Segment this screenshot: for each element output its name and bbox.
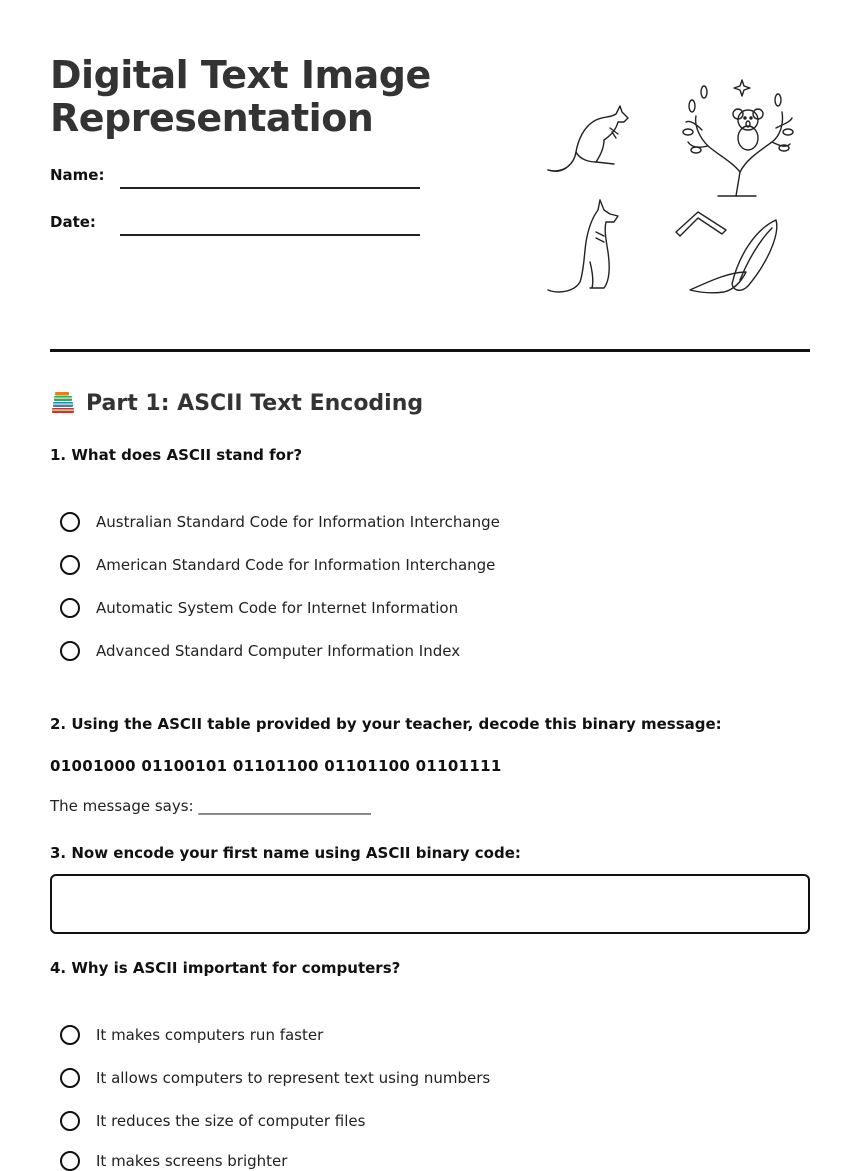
date-field[interactable] — [120, 234, 420, 236]
encode-name-answer-box[interactable] — [50, 874, 810, 934]
q4-option-4[interactable] — [60, 1151, 287, 1171]
q4-option-3[interactable] — [60, 1111, 365, 1131]
q4-option-1[interactable] — [60, 1025, 323, 1045]
worksheet-title — [50, 54, 470, 140]
radio-button[interactable] — [60, 1151, 80, 1171]
radio-button[interactable] — [60, 512, 80, 532]
option-label: It reduces the size of computer files — [96, 1112, 366, 1130]
question-3-text: 3. Now encode your first name using ASCII binary code: — [50, 844, 521, 862]
option-label: It allows computers to represent text using numbers — [96, 1069, 491, 1087]
option-label: Advanced Standard Computer Information Index — [96, 642, 461, 660]
q1-option-3[interactable] — [60, 598, 458, 618]
kangaroo-standing-icon — [544, 196, 624, 296]
koala-in-tree-icon — [680, 76, 796, 198]
q1-option-4[interactable] — [60, 641, 460, 661]
boomerang-and-surfboard-icon — [672, 206, 784, 298]
radio-button[interactable] — [60, 598, 80, 618]
date-label: Date: — [50, 213, 96, 231]
option-label: Australian Standard Code for Information Interchange — [96, 513, 500, 531]
option-label: Automatic System Code for Internet Information — [96, 599, 459, 617]
q4-option-2[interactable] — [60, 1068, 490, 1088]
name-label: Name: — [50, 166, 105, 184]
radio-button[interactable] — [60, 1025, 80, 1045]
header-divider — [50, 349, 810, 352]
q1-option-2[interactable] — [60, 555, 495, 575]
books-icon — [50, 390, 76, 416]
binary-message: 01001000 01100101 01101100 01101100 01101111 — [50, 757, 502, 775]
decoded-message-prompt: The message says: _______________________ — [50, 797, 371, 815]
radio-button[interactable] — [60, 1068, 80, 1088]
part1-title: Part 1: ASCII Text Encoding — [86, 390, 424, 416]
part1-heading — [50, 390, 423, 416]
radio-button[interactable] — [60, 1111, 80, 1131]
radio-button[interactable] — [60, 641, 80, 661]
name-field[interactable] — [120, 187, 420, 189]
option-label: It makes computers run faster — [96, 1026, 324, 1044]
option-label: American Standard Code for Information Interchange — [96, 556, 496, 574]
radio-button[interactable] — [60, 555, 80, 575]
q1-option-1[interactable] — [60, 512, 500, 532]
kangaroo-hopping-icon — [544, 100, 636, 176]
question-1-text: 1. What does ASCII stand for? — [50, 446, 303, 464]
question-4-text: 4. Why is ASCII important for computers? — [50, 959, 401, 977]
title-line-1: Digital Text Image — [50, 53, 431, 97]
option-label: It makes screens brighter — [96, 1152, 288, 1170]
title-line-2: Representation — [50, 96, 374, 140]
question-2-text: 2. Using the ASCII table provided by your teacher, decode this binary message: — [50, 715, 722, 733]
